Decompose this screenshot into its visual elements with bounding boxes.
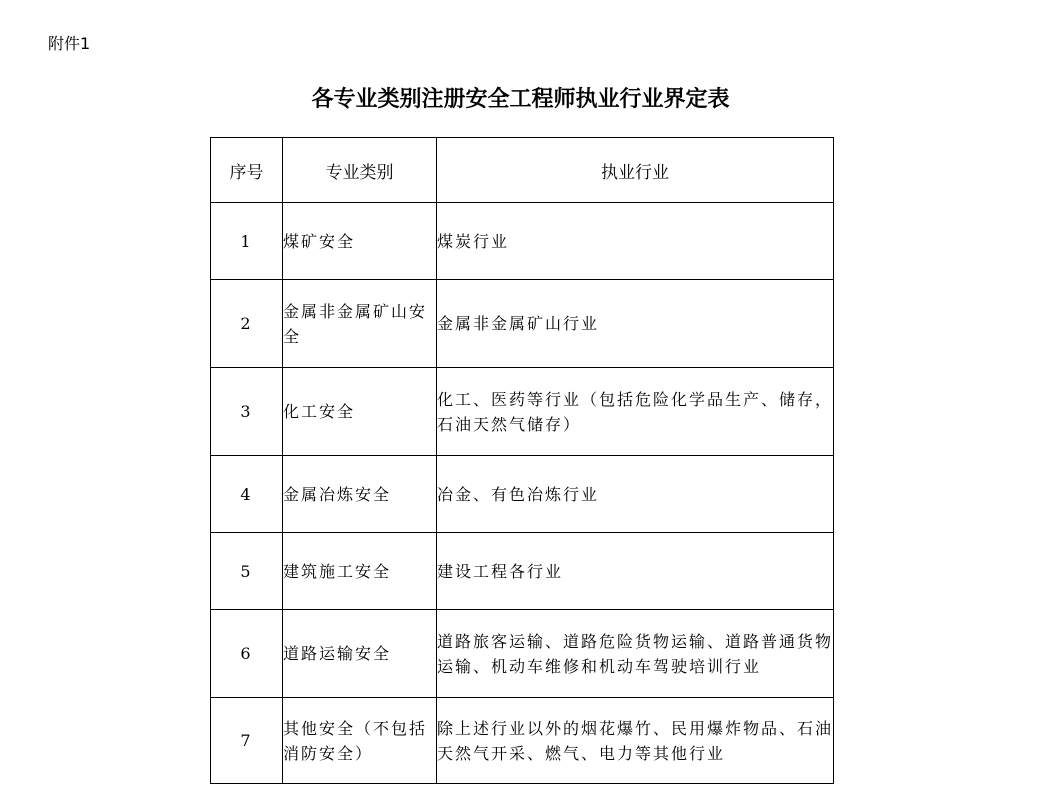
row-no: 2 xyxy=(211,280,283,368)
table-row xyxy=(211,203,834,280)
header-category: 专业类别 xyxy=(283,138,437,203)
table-row xyxy=(211,368,834,456)
row-industry: 金属非金属矿山行业 xyxy=(437,280,834,368)
row-category: 道路运输安全 xyxy=(283,610,437,698)
row-category: 化工安全 xyxy=(283,368,437,456)
table-row xyxy=(211,698,834,784)
table-row xyxy=(211,280,834,368)
table-row xyxy=(211,533,834,610)
row-industry: 除上述行业以外的烟花爆竹、民用爆炸物品、石油天然气开采、燃气、电力等其他行业 xyxy=(437,698,834,784)
row-industry: 化工、医药等行业（包括危险化学品生产、储存，石油天然气储存） xyxy=(437,368,834,456)
header-no: 序号 xyxy=(211,138,283,203)
row-category: 煤矿安全 xyxy=(283,203,437,280)
row-industry: 煤炭行业 xyxy=(437,203,834,280)
row-no: 4 xyxy=(211,456,283,533)
row-no: 5 xyxy=(211,533,283,610)
row-industry: 建设工程各行业 xyxy=(437,533,834,610)
row-no: 3 xyxy=(211,368,283,456)
row-industry: 道路旅客运输、道路危险货物运输、道路普通货物运输、机动车维修和机动车驾驶培训行业 xyxy=(437,610,834,698)
row-industry: 冶金、有色冶炼行业 xyxy=(437,456,834,533)
row-category: 其他安全（不包括消防安全） xyxy=(283,698,437,784)
table-header-row xyxy=(211,138,834,203)
table-row xyxy=(211,610,834,698)
row-category: 金属非金属矿山安全 xyxy=(283,280,437,368)
industry-table xyxy=(210,137,834,784)
row-no: 7 xyxy=(211,698,283,784)
row-no: 1 xyxy=(211,203,283,280)
row-no: 6 xyxy=(211,610,283,698)
header-industry: 执业行业 xyxy=(437,138,834,203)
attachment-label: 附件1 xyxy=(48,34,91,53)
row-category: 金属冶炼安全 xyxy=(283,456,437,533)
table-row xyxy=(211,456,834,533)
document-title: 各专业类别注册安全工程师执业行业界定表 xyxy=(311,86,730,112)
row-category: 建筑施工安全 xyxy=(283,533,437,610)
